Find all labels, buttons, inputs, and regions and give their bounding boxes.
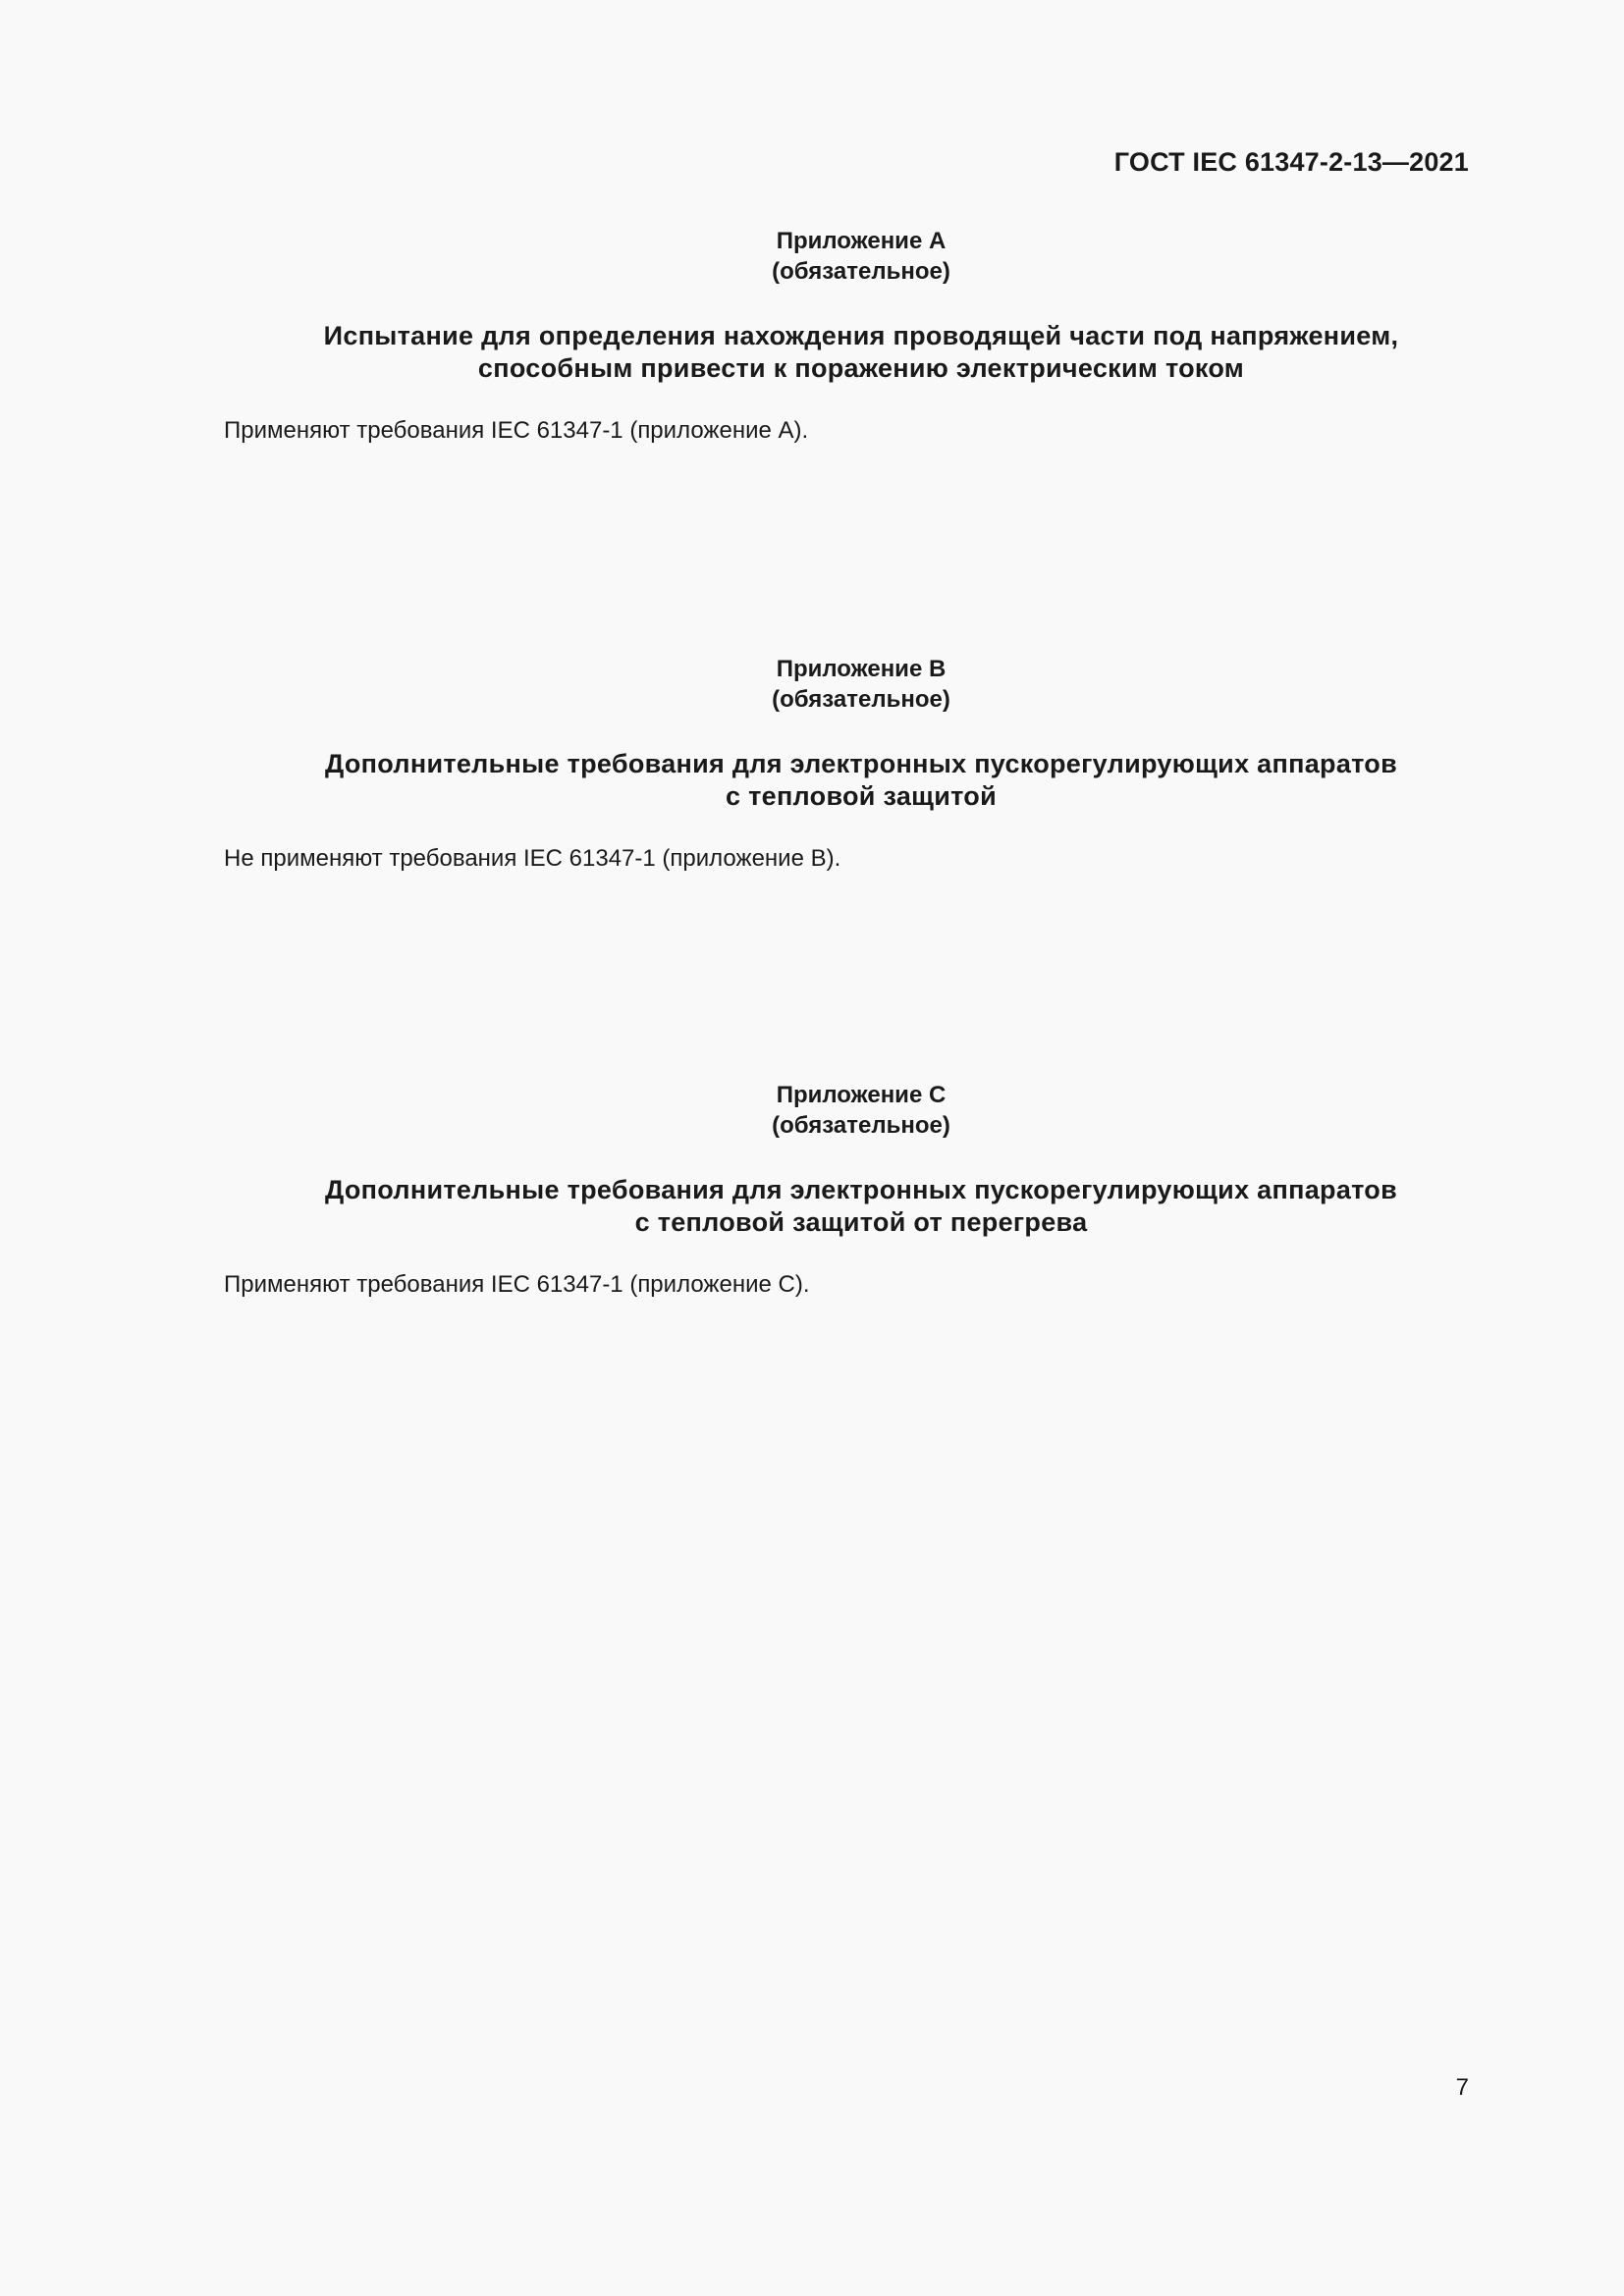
annex-title-line-2: с тепловой защитой — [725, 781, 997, 811]
annex-title-line-1: Дополнительные требования для электронных пускорегулирующих аппаратов — [325, 1175, 1397, 1204]
annex-body-text: Применяют требования IEC 61347-1 (приложение А). — [224, 417, 809, 444]
annex-label: Приложение В — [776, 656, 947, 682]
annex-status: (обязательное) — [772, 686, 950, 713]
document-code: ГОСТ IEC 61347-2-13—2021 — [1113, 147, 1469, 177]
annex-body-text: Не применяют требования IEC 61347-1 (приложение В). — [224, 845, 841, 872]
annex-label: Приложение А — [776, 228, 947, 254]
annex-b — [0, 654, 1624, 874]
annex-title-line-1: Испытание для определения нахождения проводящей части под напряжением, — [323, 321, 1399, 350]
annex-heading — [0, 1080, 1624, 1141]
annex-heading — [0, 654, 1624, 715]
annex-status: (обязательное) — [772, 1112, 950, 1139]
page-number: 7 — [1455, 2074, 1469, 2101]
annex-title — [49, 1174, 1624, 1239]
annex-label: Приложение С — [776, 1082, 947, 1108]
annex-title-line-1: Дополнительные требования для электронных пускорегулирующих аппаратов — [325, 749, 1397, 778]
annex-title — [49, 320, 1624, 385]
annex-title-line-2: способным привести к поражению электрическим током — [477, 353, 1245, 383]
annex-c — [0, 1080, 1624, 1300]
annex-title-line-2: с тепловой защитой от перегрева — [634, 1207, 1088, 1237]
annex-body-text: Применяют требования IEC 61347-1 (приложение С). — [224, 1271, 810, 1298]
annex-heading — [0, 226, 1624, 287]
annex-a — [0, 226, 1624, 446]
annex-status: (обязательное) — [772, 258, 950, 285]
annex-title — [49, 748, 1624, 813]
